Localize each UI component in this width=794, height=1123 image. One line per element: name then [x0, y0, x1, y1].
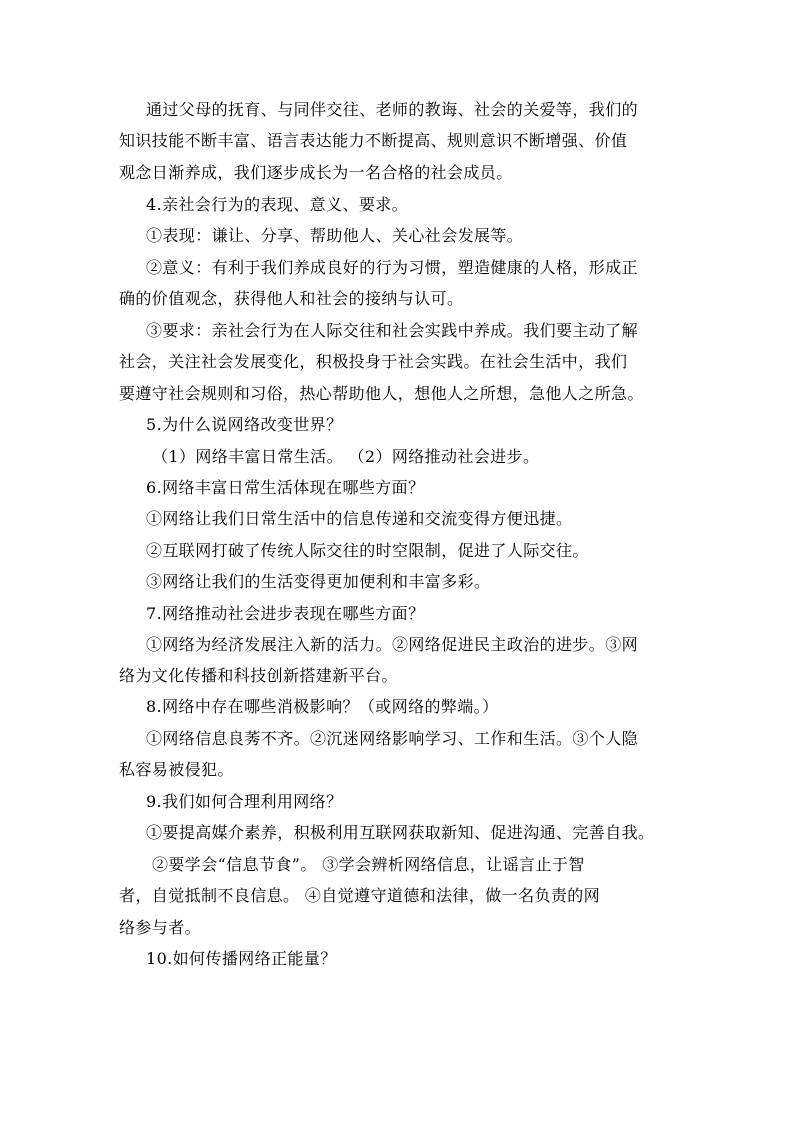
- paragraph-line: 通过父母的抚育、与同伴交往、老师的教诲、社会的关爱等，我们的: [146, 100, 639, 119]
- answer-line: 私容易被侵犯。: [119, 760, 234, 779]
- question-heading: 7.网络推动社会进步表现在哪些方面？: [146, 604, 425, 623]
- answer-line: ③要求：亲社会行为在人际交往和社会实践中养成。我们要主动了解: [146, 321, 639, 340]
- answer-line: ②互联网打破了传统人际交往的时空限制，促进了人际交往。: [146, 541, 589, 560]
- answer-line: 者，自觉抵制不良信息。 ④自觉遵守道德和法律，做一名负责的网: [119, 886, 601, 905]
- answer-line: ①网络信息良莠不齐。②沉迷网络影响学习、工作和生活。③个人隐: [146, 729, 639, 748]
- answer-line: ②意义：有利于我们养成良好的行为习惯，塑造健康的人格，形成正: [146, 258, 639, 277]
- question-heading: 6.网络丰富日常生活体现在哪些方面？: [146, 478, 425, 497]
- answer-line: ②要学会“信息节食”。 ③学会辨析网络信息，让谣言止于智: [152, 855, 585, 874]
- question-heading: 8.网络中存在哪些消极影响？（或网络的弊端。）: [146, 697, 499, 716]
- answer-line: （1）网络丰富日常生活。 （2）网络推动社会进步。: [152, 447, 540, 466]
- answer-line: ①要提高媒介素养，积极利用互联网获取新知、促进沟通、完善自我。: [146, 823, 655, 842]
- answer-line: ①表现：谦让、分享、帮助他人、关心社会发展等。: [146, 226, 524, 245]
- answer-line: 社会，关注社会发展变化，积极投身于社会实践。在社会生活中，我们: [119, 352, 628, 371]
- question-heading: 5.为什么说网络改变世界？: [146, 415, 343, 434]
- paragraph-line: 知识技能不断丰富、语言表达能力不断提高、规则意识不断增强、价值: [119, 131, 628, 150]
- answer-line: ①网络让我们日常生活中的信息传递和交流变得方便迅捷。: [146, 509, 573, 528]
- paragraph-line: 观念日渐养成，我们逐步成长为一名合格的社会成员。: [119, 163, 513, 182]
- answer-line: ③网络让我们的生活变得更加便利和丰富多彩。: [146, 572, 491, 591]
- answer-line: 络为文化传播和科技创新搭建新平台。: [119, 666, 398, 685]
- answer-line: 确的价值观念，获得他人和社会的接纳与认可。: [119, 289, 464, 308]
- question-heading: 10.如何传播网络正能量？: [146, 949, 337, 968]
- answer-line: ①网络为经济发展注入新的活力。②网络促进民主政治的进步。③网: [146, 635, 639, 654]
- question-heading: 4.亲社会行为的表现、意义、要求。: [146, 195, 409, 214]
- question-heading: 9.我们如何合理利用网络？: [146, 792, 343, 811]
- answer-line: 要遵守社会规则和习俗，热心帮助他人，想他人之所想，急他人之所急。: [119, 384, 644, 403]
- answer-line: 络参与者。: [119, 918, 202, 937]
